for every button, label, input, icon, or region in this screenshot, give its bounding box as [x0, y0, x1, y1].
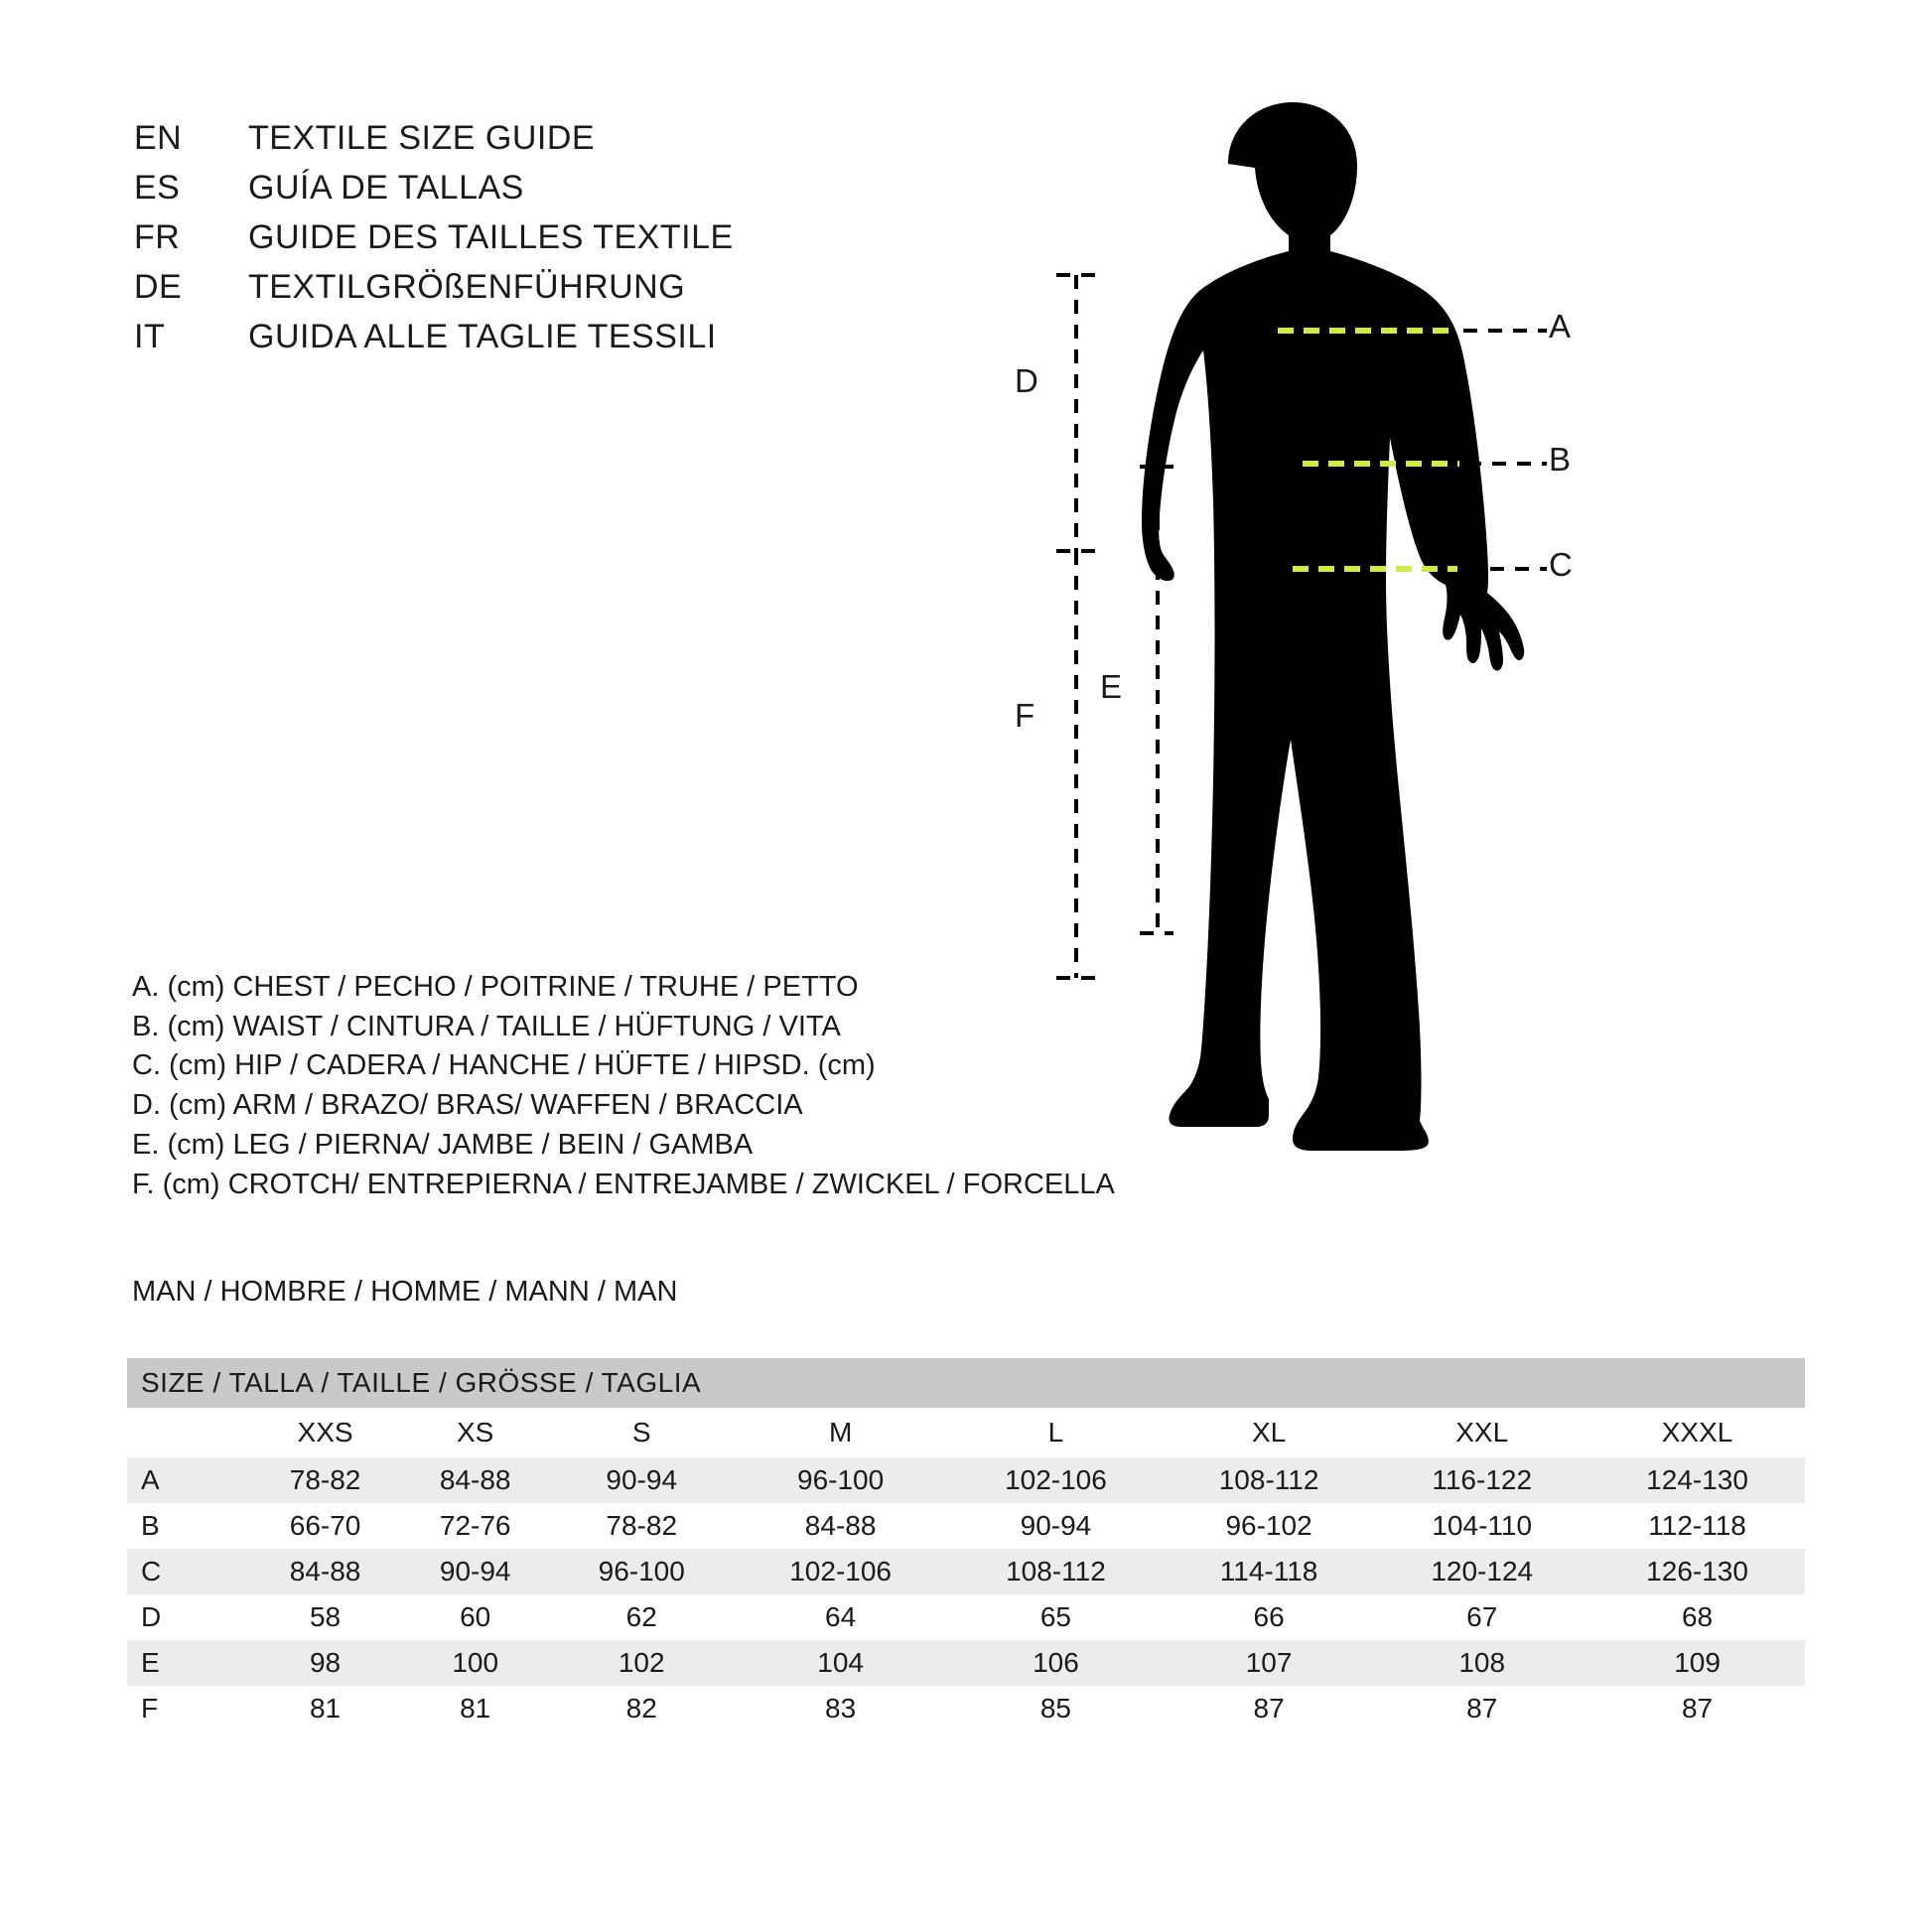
row-label-b: B — [127, 1503, 250, 1549]
figure-label-e: E — [1100, 668, 1123, 705]
size-header-xs: XS — [400, 1408, 550, 1457]
cell-c-l: 108-112 — [948, 1549, 1164, 1594]
size-header-l: L — [948, 1408, 1164, 1457]
cell-b-xxxl: 112-118 — [1589, 1503, 1805, 1549]
title-row — [134, 119, 734, 169]
cell-f-s: 82 — [550, 1686, 733, 1731]
cell-a-xs: 84-88 — [400, 1457, 550, 1503]
title-lang-it: IT — [134, 318, 166, 355]
cell-c-xxxl: 126-130 — [1589, 1549, 1805, 1594]
cell-d-l: 65 — [948, 1594, 1164, 1640]
row-label-c: C — [127, 1549, 250, 1594]
table-row — [127, 1457, 1805, 1503]
cell-d-s: 62 — [550, 1594, 733, 1640]
table-row — [127, 1640, 1805, 1686]
crotch-dimension-bracket — [1056, 551, 1096, 978]
figure-label-d: D — [1015, 362, 1038, 399]
sizes-row-corner — [127, 1408, 250, 1457]
cell-b-xl: 96-102 — [1164, 1503, 1374, 1549]
cell-a-xxl: 116-122 — [1374, 1457, 1589, 1503]
body-measurement-figure — [1015, 84, 1886, 1206]
cell-e-xxs: 98 — [250, 1640, 400, 1686]
title-text-es: GUÍA DE TALLAS — [248, 169, 524, 207]
cell-f-l: 85 — [948, 1686, 1164, 1731]
title-block — [134, 119, 734, 367]
cell-e-xl: 107 — [1164, 1640, 1374, 1686]
cell-a-xl: 108-112 — [1164, 1457, 1374, 1503]
row-label-d: D — [127, 1594, 250, 1640]
cell-c-xxs: 84-88 — [250, 1549, 400, 1594]
size-header-s: S — [550, 1408, 733, 1457]
cell-e-m: 104 — [733, 1640, 948, 1686]
table-header-label: SIZE / TALLA / TAILLE / GRÖSSE / TAGLIA — [127, 1358, 1805, 1408]
table-row — [127, 1594, 1805, 1640]
cell-f-xxl: 87 — [1374, 1686, 1589, 1731]
cell-c-m: 102-106 — [733, 1549, 948, 1594]
legend-item-d: D. (cm) ARM / BRAZO/ BRAS/ WAFFEN / BRACCIA — [132, 1089, 803, 1122]
cell-e-l: 106 — [948, 1640, 1164, 1686]
audience-label: MAN / HOMBRE / HOMME / MANN / MAN — [132, 1276, 678, 1308]
figure-label-c: C — [1549, 546, 1573, 583]
cell-f-m: 83 — [733, 1686, 948, 1731]
cell-b-xxl: 104-110 — [1374, 1503, 1589, 1549]
table-sizes-row — [127, 1408, 1805, 1457]
title-row — [134, 268, 734, 318]
cell-b-m: 84-88 — [733, 1503, 948, 1549]
figure-label-a: A — [1549, 308, 1572, 345]
table-row — [127, 1549, 1805, 1594]
cell-a-s: 90-94 — [550, 1457, 733, 1503]
table-header-row — [127, 1358, 1805, 1408]
title-lang-es: ES — [134, 169, 181, 207]
cell-c-xxl: 120-124 — [1374, 1549, 1589, 1594]
measurement-legend — [132, 968, 1115, 1204]
size-header-xl: XL — [1164, 1408, 1374, 1457]
arm-dimension-bracket — [1056, 275, 1096, 551]
cell-d-xxl: 67 — [1374, 1594, 1589, 1640]
cell-a-m: 96-100 — [733, 1457, 948, 1503]
title-row — [134, 169, 734, 218]
title-text-it: GUIDA ALLE TAGLIE TESSILI — [248, 318, 717, 355]
cell-f-xs: 81 — [400, 1686, 550, 1731]
cell-f-xl: 87 — [1164, 1686, 1374, 1731]
size-table — [127, 1358, 1805, 1731]
size-header-xxxl: XXXL — [1589, 1408, 1805, 1457]
cell-c-s: 96-100 — [550, 1549, 733, 1594]
cell-a-xxxl: 124-130 — [1589, 1457, 1805, 1503]
size-header-xxl: XXL — [1374, 1408, 1589, 1457]
cell-e-xxxl: 109 — [1589, 1640, 1805, 1686]
cell-e-xs: 100 — [400, 1640, 550, 1686]
cell-b-l: 90-94 — [948, 1503, 1164, 1549]
cell-d-xl: 66 — [1164, 1594, 1374, 1640]
title-lang-fr: FR — [134, 218, 181, 256]
title-row — [134, 218, 734, 268]
cell-a-xxs: 78-82 — [250, 1457, 400, 1503]
cell-e-xxl: 108 — [1374, 1640, 1589, 1686]
legend-item-b: B. (cm) WAIST / CINTURA / TAILLE / HÜFTUNG / VITA — [132, 1010, 841, 1042]
figure-label-f: F — [1015, 697, 1035, 734]
row-label-f: F — [127, 1686, 250, 1731]
title-text-en: TEXTILE SIZE GUIDE — [248, 119, 596, 157]
cell-d-xxs: 58 — [250, 1594, 400, 1640]
cell-c-xl: 114-118 — [1164, 1549, 1374, 1594]
legend-item-f: F. (cm) CROTCH/ ENTREPIERNA / ENTREJAMBE / ZWICKEL / FORCELLA — [132, 1168, 1115, 1200]
cell-b-s: 78-82 — [550, 1503, 733, 1549]
title-text-de: TEXTILGRÖßENFÜHRUNG — [248, 268, 686, 306]
cell-d-m: 64 — [733, 1594, 948, 1640]
title-row — [134, 318, 734, 367]
cell-f-xxxl: 87 — [1589, 1686, 1805, 1731]
legend-item-c: C. (cm) HIP / CADERA / HANCHE / HÜFTE / HIPSD. (cm) — [132, 1049, 876, 1082]
male-silhouette-icon — [1142, 102, 1524, 1151]
size-header-m: M — [733, 1408, 948, 1457]
row-label-e: E — [127, 1640, 250, 1686]
row-label-a: A — [127, 1457, 250, 1503]
table-row — [127, 1686, 1805, 1731]
table-row — [127, 1503, 1805, 1549]
figure-label-b: B — [1549, 441, 1572, 478]
cell-d-xs: 60 — [400, 1594, 550, 1640]
title-lang-en: EN — [134, 119, 183, 157]
title-lang-de: DE — [134, 268, 183, 306]
size-header-xxs: XXS — [250, 1408, 400, 1457]
legend-item-a: A. (cm) CHEST / PECHO / POITRINE / TRUHE / PETTO — [132, 971, 859, 1003]
cell-a-l: 102-106 — [948, 1457, 1164, 1503]
cell-e-s: 102 — [550, 1640, 733, 1686]
legend-item-e: E. (cm) LEG / PIERNA/ JAMBE / BEIN / GAMBA — [132, 1128, 754, 1161]
cell-b-xs: 72-76 — [400, 1503, 550, 1549]
cell-b-xxs: 66-70 — [250, 1503, 400, 1549]
cell-d-xxxl: 68 — [1589, 1594, 1805, 1640]
cell-f-xxs: 81 — [250, 1686, 400, 1731]
title-text-fr: GUIDE DES TAILLES TEXTILE — [248, 218, 734, 256]
cell-c-xs: 90-94 — [400, 1549, 550, 1594]
